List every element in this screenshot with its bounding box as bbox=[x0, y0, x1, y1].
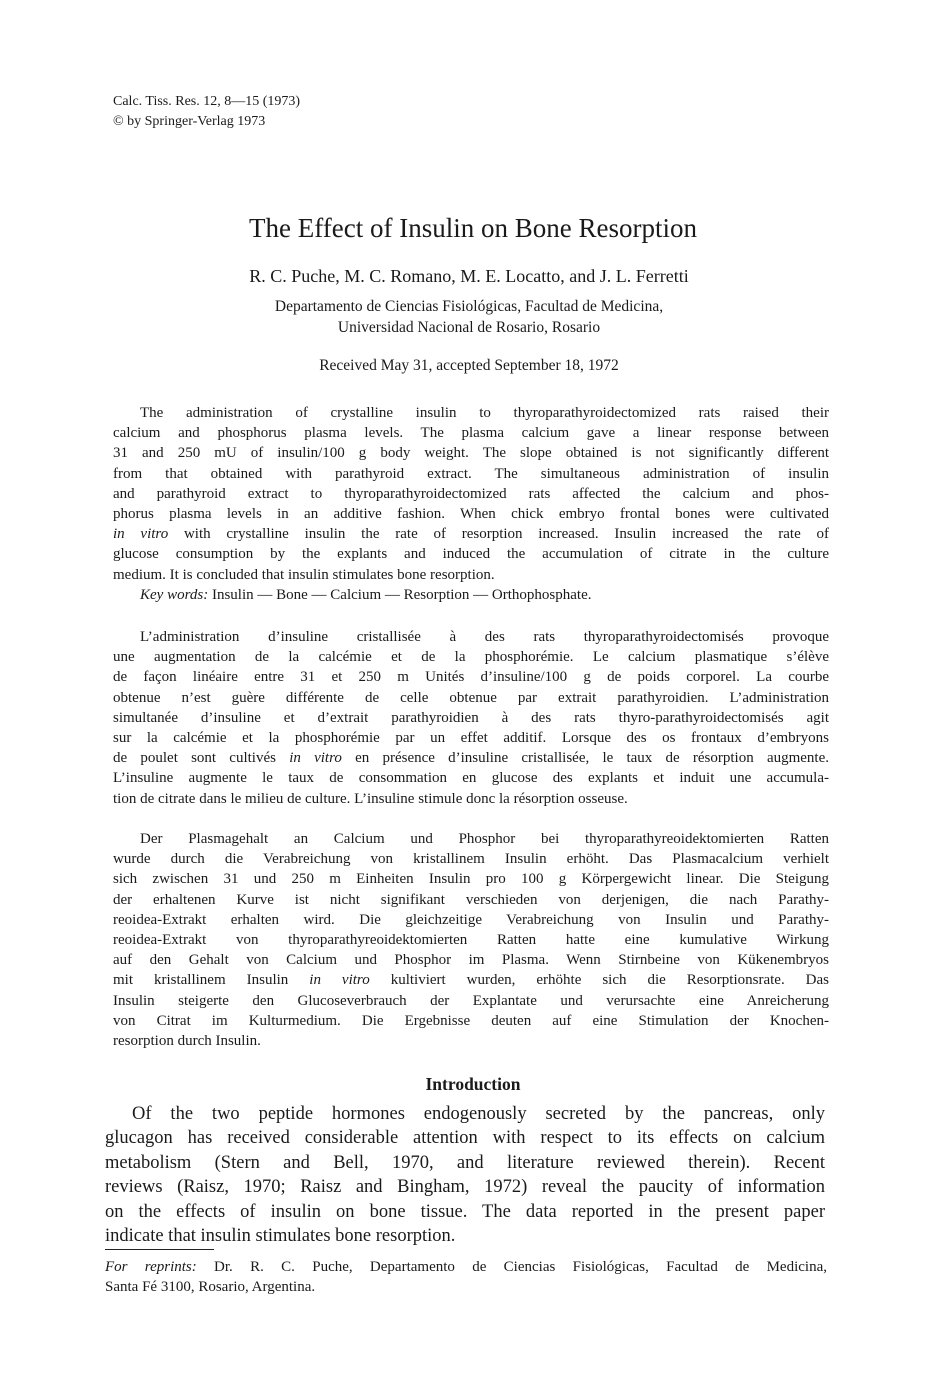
footnote-line: Santa Fé 3100, Rosario, Argentina. bbox=[105, 1279, 316, 1295]
journal-citation: Calc. Tiss. Res. 12, 8—15 (1973) bbox=[113, 94, 301, 109]
footnote-line bbox=[105, 1257, 827, 1277]
abstract-text: de poulet sont cultivés bbox=[113, 750, 290, 767]
footnote-text: Dr. R. C. Puche, Departamento de Ciencias Fisiológicas, Facultad de Medicina, bbox=[196, 1259, 827, 1275]
body-line: reviews (Raisz, 1970; Raisz and Bingham, 1972) reveal the paucity of information bbox=[105, 1177, 825, 1198]
abstract-line: resorption durch Insulin. bbox=[113, 1033, 261, 1050]
reprints-footnote bbox=[105, 1257, 827, 1297]
abstract-line: phorus plasma levels in an additive fashion. When chick embryo frontal bones were cultivated bbox=[113, 506, 829, 523]
introduction-body bbox=[105, 1102, 825, 1248]
body-line: Of the two peptide hormones endogenously secreted by the pancreas, only bbox=[132, 1104, 825, 1124]
abstract-text: with crystalline insulin the rate of resorption increased. Insulin increased the rate of bbox=[168, 526, 829, 543]
abstract-line: L’insuline augmente le taux de consommation en glucose des explants et induit une accumula- bbox=[113, 770, 829, 787]
abstract-line: tion de citrate dans le milieu de culture. L’insuline stimule donc la résorption osseuse. bbox=[113, 790, 628, 807]
abstract-text: kultiviert wurden, erhöhte sich die Resorptionsrate. Das bbox=[369, 972, 830, 989]
abstract-german bbox=[113, 829, 829, 1051]
abstract-line: The administration of crystalline insulin to thyroparathyroidectomized rats raised their bbox=[140, 405, 829, 421]
abstract-line: obtenue n’est guère différente de celle obtenue par extrait parathyroidien. L’administration bbox=[113, 689, 829, 706]
journal-header bbox=[113, 92, 300, 132]
author-list: R. C. Puche, M. C. Romano, M. E. Locatto, and J. L. Ferretti bbox=[249, 266, 689, 286]
body-line: indicate that insulin stimulates bone resorption. bbox=[105, 1226, 456, 1247]
abstract-line: auf den Gehalt von Calcium und Phosphor im Plasma. Wenn Stirnbeine von Kükenembryos bbox=[113, 952, 829, 969]
abstract-line: simultanée d’insuline et d’extrait parathyroidien à des rats thyro-parathyroidectomisés agit bbox=[113, 709, 829, 726]
affiliation-line: Universidad Nacional de Rosario, Rosario bbox=[337, 319, 601, 336]
body-line: glucagon has received considerable attention with respect to its effects on calcium bbox=[105, 1128, 825, 1149]
italic-term: in vitro bbox=[309, 972, 370, 989]
abstract-line: reoidea-Extrakt erhalten wird. Die gleichzeitige Verabreichung von Insulin und Parathy- bbox=[113, 911, 829, 928]
keywords-label: Key words: bbox=[140, 586, 209, 603]
abstract-line: calcium and phosphorus plasma levels. The plasma calcium gave a linear response between bbox=[113, 425, 829, 442]
abstract-line: medium. It is concluded that insulin stimulates bone resorption. bbox=[113, 566, 495, 583]
abstract-line: de façon linéaire entre 31 et 250 m Unités d’insuline/100 g de poids corporel. La courbe bbox=[113, 669, 829, 686]
abstract-line: from that obtained with parathyroid extract. The simultaneous administration of insulin bbox=[113, 465, 829, 482]
paper-title: The Effect of Insulin on Bone Resorption bbox=[249, 213, 697, 243]
abstract-line bbox=[113, 748, 829, 768]
abstract-line bbox=[113, 970, 829, 990]
abstract-line: sur la calcémie et la phosphorémie par un effet additif. Lorsque des os frontaux d’embryons bbox=[113, 730, 829, 747]
italic-term: in vitro bbox=[113, 526, 169, 543]
affiliation bbox=[0, 296, 938, 338]
italic-term: in vitro bbox=[289, 750, 342, 767]
abstract-line: 31 and 250 mU of insulin/100 g body weight. The slope obtained is not significantly different bbox=[113, 445, 829, 462]
abstract-line: une augmentation de la calcémie et de la phosphorémie. Le calcium plasmatique s’élève bbox=[113, 649, 829, 666]
footnote-label: For reprints: bbox=[105, 1259, 197, 1275]
body-line: metabolism (Stern and Bell, 1970, and literature reviewed therein). Recent bbox=[105, 1152, 825, 1173]
body-line: on the effects of insulin on bone tissue. The data reported in the present paper bbox=[105, 1201, 825, 1222]
copyright-notice: © by Springer-Verlag 1973 bbox=[113, 114, 266, 129]
abstract-line: Der Plasmagehalt an Calcium und Phosphor bei thyroparathyreoidektomierten Ratten bbox=[140, 831, 829, 847]
abstract-line: reoidea-Extrakt von thyroparathyreoidektomierten Ratten hatte eine kumulative Wirkung bbox=[113, 932, 829, 949]
section-heading-introduction: Introduction bbox=[425, 1074, 521, 1094]
footnote-divider bbox=[105, 1249, 214, 1250]
received-dates: Received May 31, accepted September 18, 1972 bbox=[319, 357, 619, 374]
abstract-line: Insulin steigerte den Glucoseverbrauch der Explantate und verursachte eine Anreicherung bbox=[113, 992, 829, 1009]
abstract-line: wurde durch die Verabreichung von kristallinem Insulin erhöht. Das Plasmacalcium verhielt bbox=[113, 851, 829, 868]
abstract-line: L’administration d’insuline cristallisée à des rats thyroparathyroidectomisés provoque bbox=[140, 629, 829, 645]
keywords-list: Insulin — Bone — Calcium — Resorption — Orthophosphate. bbox=[208, 586, 592, 603]
keywords bbox=[113, 585, 829, 605]
abstract-text: mit kristallinem Insulin bbox=[113, 972, 310, 989]
abstract-line: glucose consumption by the explants and induced the accumulation of citrate in the culture bbox=[113, 546, 829, 563]
abstract-line: von Citrat im Kulturmedium. Die Ergebnisse deuten auf eine Stimulation der Knochen- bbox=[113, 1012, 829, 1029]
abstract-text: en présence d’insuline cristallisée, le taux de résorption augmente. bbox=[341, 750, 829, 767]
abstract-french bbox=[113, 627, 829, 809]
abstract-english bbox=[113, 403, 829, 605]
abstract-line: and parathyroid extract to thyroparathyroidectomized rats affected the calcium and phos- bbox=[113, 485, 829, 502]
abstract-line bbox=[113, 524, 829, 544]
abstract-line: der erhaltenen Kurve ist nicht signifikant verschieden von derjenigen, die nach Parathy- bbox=[113, 891, 829, 908]
affiliation-line: Departamento de Ciencias Fisiológicas, Facultad de Medicina, bbox=[274, 298, 664, 315]
abstract-line: sich zwischen 31 und 250 m Einheiten Insulin pro 100 g Körpergewicht linear. Die Steigung bbox=[113, 871, 829, 888]
